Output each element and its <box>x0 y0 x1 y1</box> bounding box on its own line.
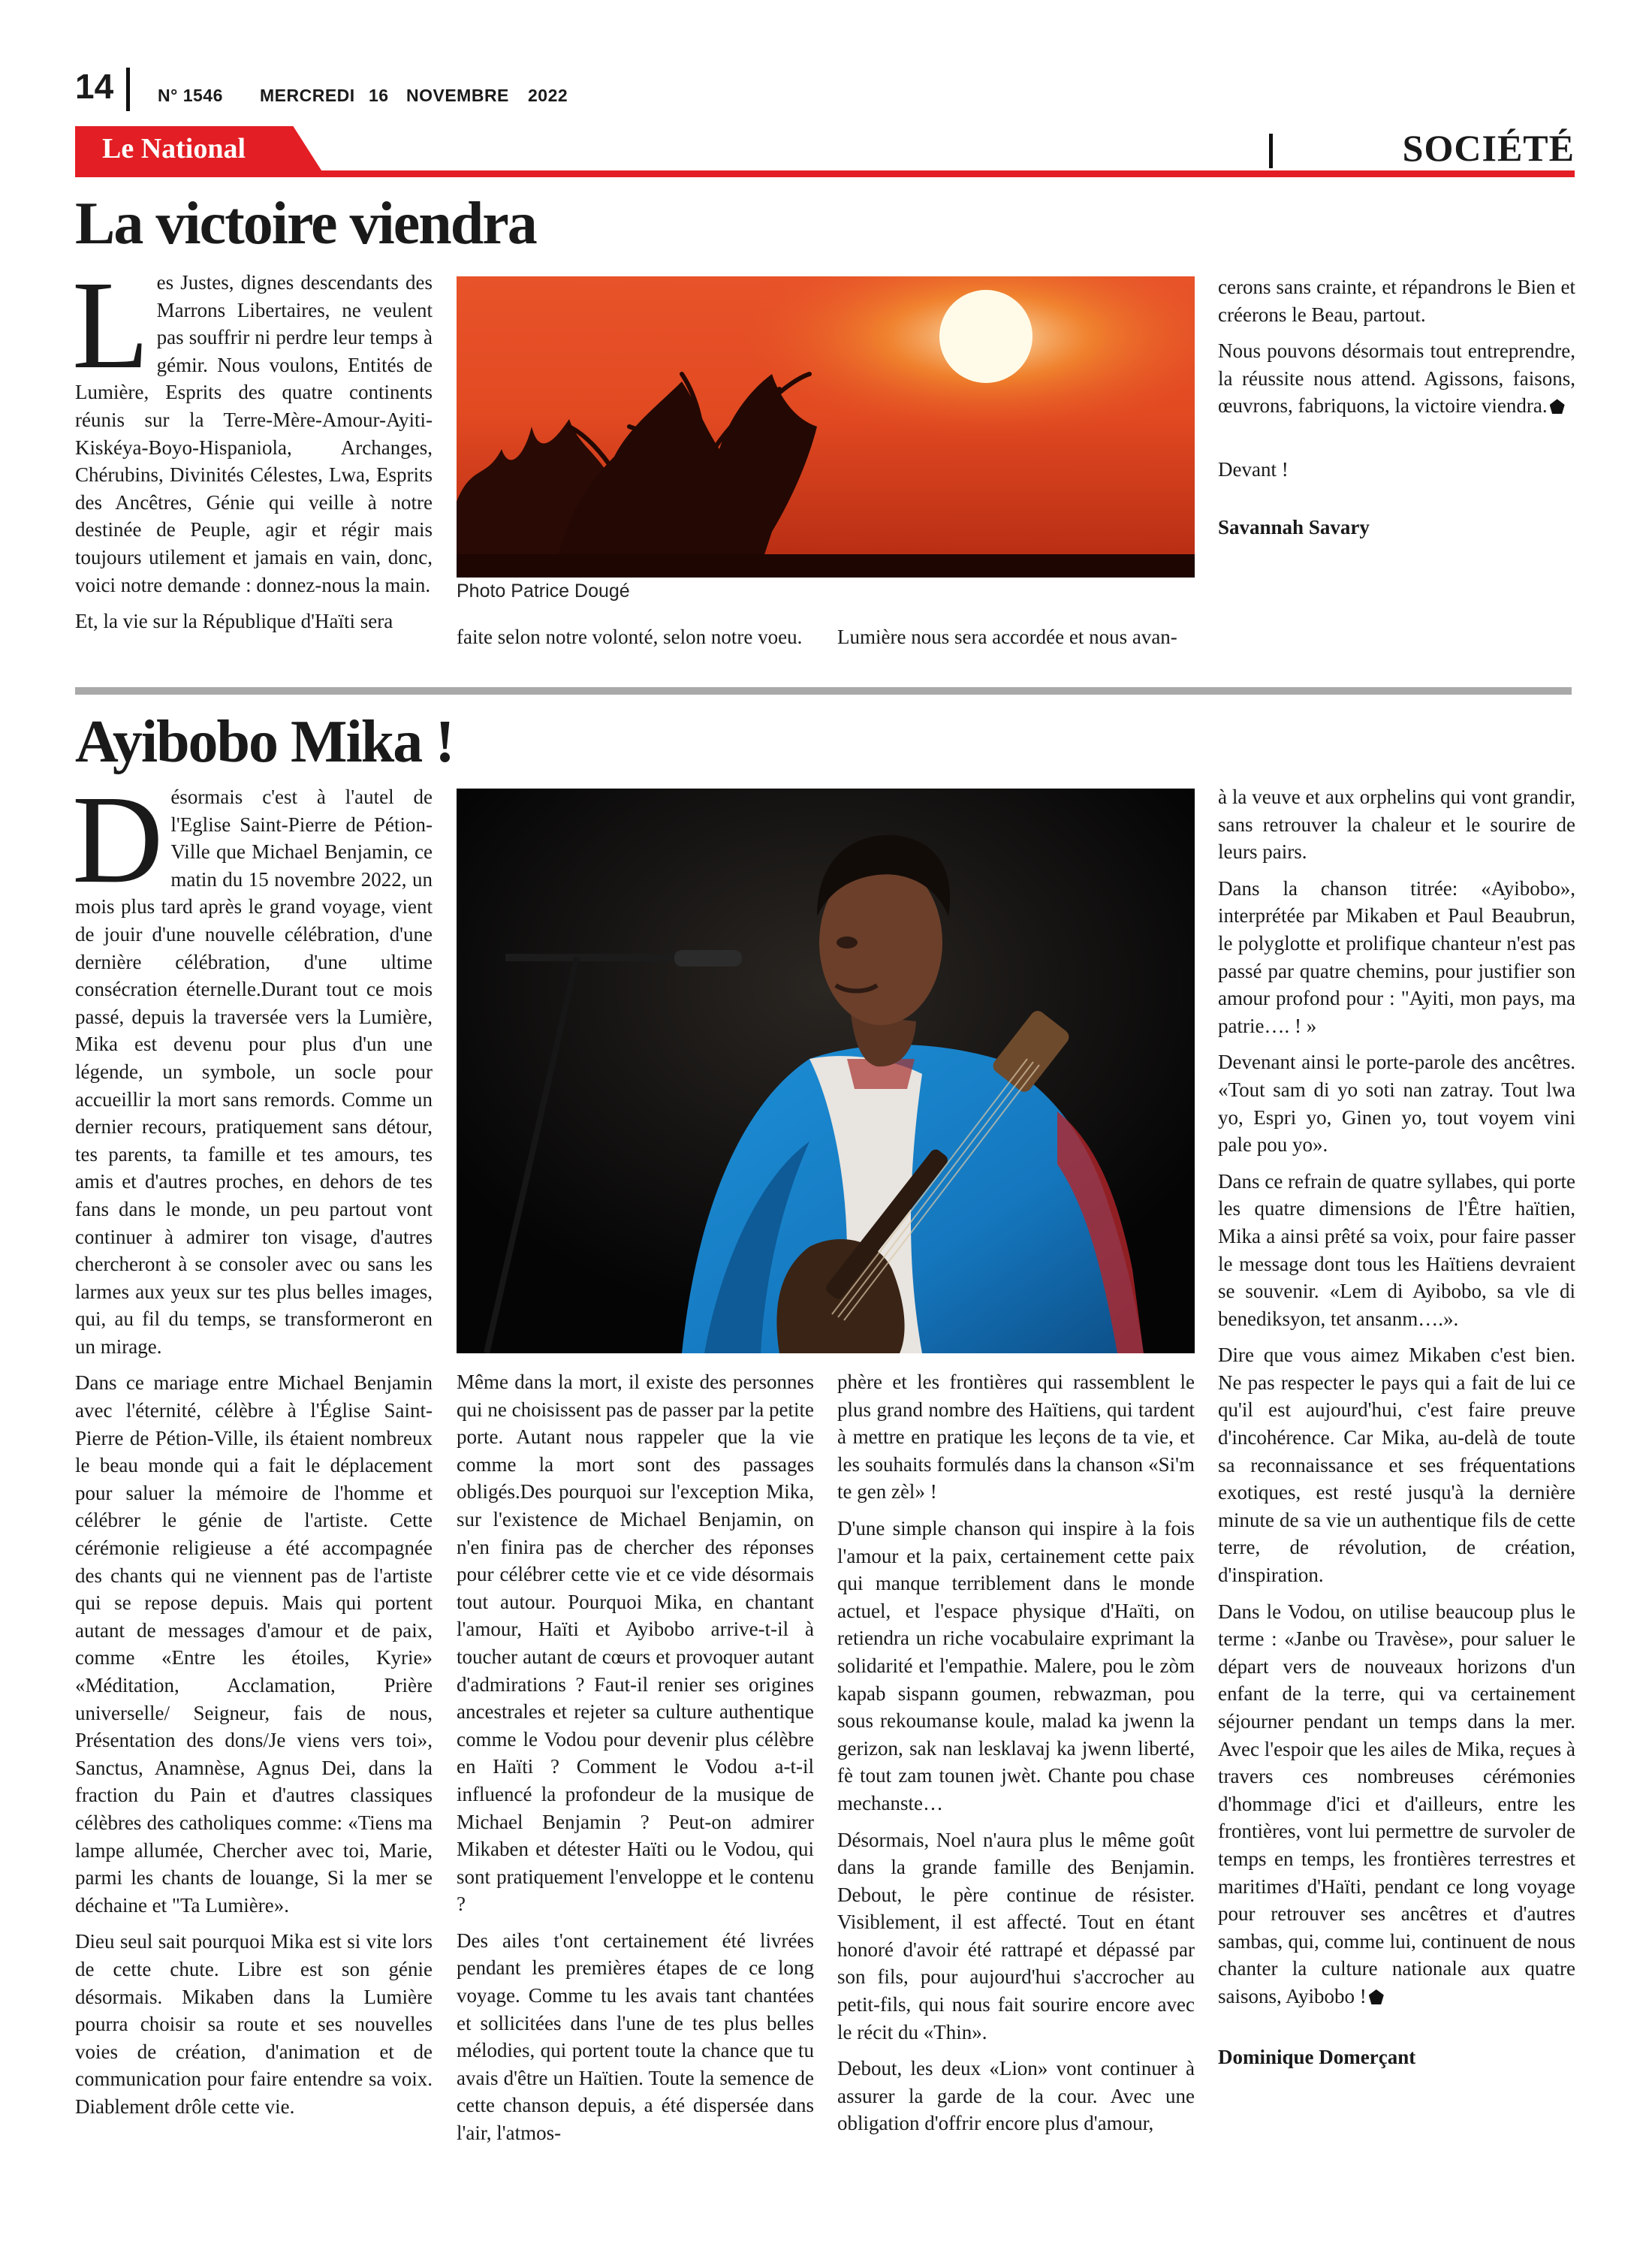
article1-title: La victoire viendra <box>75 191 536 257</box>
article1-paragraph: Et, la vie sur la République d'Haïti sera <box>75 610 393 633</box>
article2-paragraph: Même dans la mort, il existe des personnes qui ne choisissent pas de passer par la petite porte. Autant nous rappeler que la vie comme la mort sont des passages obligés.Des pourquoi sur l'exception Mika, sur l'existence de Michael Benjamin, on n'en finira pas de chercher des réponses pour célébrer cette vie et ce vide désormais tout autour. Pourquoi Mika, en chantant l'amour, Haïti et Ayibobo arrive-t-il à toucher autant de cœurs et provoquer autant d'admirations ? Faut-il renier ses origines ancestrales et rejeter sa culture authentique comme le Vodou pour devenir plus célèbre en Haïti ? Comment le Vodou a-t-il influencé la profondeur de la musique de Michael Benjamin ? Peut-on admirer Mikaben et détester Haïti ou le Vodou, qui sont pratiquement l'enveloppe et le contenu ? <box>457 1371 814 1916</box>
sunset-palm-illustration <box>457 276 1195 578</box>
article1-paragraph-text: es Justes, dignes descendants des Marrons Libertaires, ne veulent pas souffrir ni perdre leur temps à gémir. Nous voulons, Entités de Lumière, Esprits des quatre continents réunis sur la Terre-Mère-Amour-Ayiti-Kiskéya-Boyo-Hispaniola, Archanges, Chérubins, Divinités Célestes, Lwa, Esprits des Ancêtres, Génie qui veille à notre destinée de Peuple, agir et régir mais toujours utilement et jamais en vain, donc, voici notre demande : donnez-nous la main. <box>75 271 433 596</box>
article2-paragraph: Debout, les deux «Lion» vont continuer à assurer la garde de la cour. Avec une obligation d'offrir encore plus d'amour, <box>837 2057 1195 2135</box>
article2-column-2 <box>457 1368 814 2156</box>
header-divider <box>126 68 130 111</box>
article2-paragraph <box>72 770 433 1360</box>
article2-column-4 <box>1218 783 1575 2080</box>
article2-title: Ayibobo Mika ! <box>75 709 454 775</box>
photo-caption: Photo Patrice Dougé <box>457 581 630 602</box>
article1-column-2 <box>457 623 811 660</box>
article2-column-1 <box>72 770 433 2130</box>
article1-column-3 <box>837 623 1195 660</box>
article2-column-3 <box>837 1368 1195 2146</box>
article2-paragraph: à la veuve et aux orphelins qui vont grandir, sans retrouver la chaleur et le sourire de leurs pairs. <box>1218 786 1575 864</box>
article2-paragraph: Dans ce refrain de quatre syllabes, qui porte les quatre dimensions de l'Être haïtien, Mika a ainsi prêté sa voix, pour faire passer le message dont tous les Haïtiens devraient se souvenir. «Lem di Ayibobo, sa vle di benediksyon, tet ansanm….». <box>1218 1169 1575 1330</box>
article2-paragraph: Dire que vous aimez Mikaben c'est bien. Ne pas respecter le pays qui a fait de lui ce qu'il est aujourd'hui, c'est faire preuve d'incohérence. Car Mika, au-delà de toute sa reconnaissance et ses fréquentations exotiques, est resté jusqu'à la dernière minute de sa vie un authentique fils de cette terre, de révolution, de création, d'inspiration. <box>1218 1344 1575 1587</box>
article-separator <box>75 687 1572 695</box>
article1-author: Savannah Savary <box>1218 515 1370 538</box>
singer-photo <box>457 789 1195 1353</box>
article1-paragraph-text: Nous pouvons désormais tout entreprendre, la réussite nous attend. Agissons, faisons, œuvrons, fabriquons, la victoire viendra. <box>1218 339 1575 418</box>
date-year: 2022 <box>528 86 568 105</box>
date-weekday: MERCREDI <box>260 86 355 105</box>
article1-paragraph: Lumière nous sera accordée et nous avan- <box>837 626 1177 648</box>
dropcap-letter: L <box>72 255 149 395</box>
page-number: 14 <box>75 67 114 106</box>
date-month: NOVEMBRE <box>406 86 509 105</box>
date-day: 16 <box>369 86 389 105</box>
article2-paragraph: Dieu seul sait pourquoi Mika est si vite lors de cette chute. Libre est son génie désormais. Mikaben dans la Lumière pourra choisir sa route et ses nouvelles voies de création, d'animation et de communication pour faire entendre sa voix. Diablement drôle cette vie. <box>75 1930 433 2118</box>
article2-paragraph: Désormais, Noel n'aura plus le même goût dans la grande famille des Benjamin. Debout, le père continue de résister. Visiblement, il est affecté. Tout en étant honoré d'avoir été rattrapé et dépassé par son fils, pour aujourd'hui s'accrocher au petit-fils, qui nous fait sourire encore avec le récit du «Thin». <box>837 1828 1195 2043</box>
section-label: SOCIÉTÉ <box>1402 127 1575 169</box>
dropcap-letter: D <box>72 770 164 909</box>
singer-with-guitar-illustration <box>457 789 1195 1353</box>
article1-closing: Devant ! <box>1218 457 1289 481</box>
article1-column-4 <box>1218 273 1575 550</box>
end-of-article-mark <box>1550 399 1565 414</box>
article2-paragraph: Dans ce mariage entre Michael Benjamin avec l'éternité, célèbre à l'Église Saint-Pierre de Pétion-Ville, ils étaient nombreux le beau monde qui a fait le déplacement pour saluer la mémoire de l'homme et célébrer le génie de l'artiste. Cette cérémonie religieuse a été accompagnée des chants qui ne viennent pas de l'artiste qui se repose depuis. Mais qui portent autant de messages d'amour et de paix, comme «Entre les étoiles, Kyrie» «Méditation, Acclamation, Prière universelle/ Seigneur, fais de nous, Présentation des dons/Je viens vers toi», Sanctus, Anamnèse, Agnus Dei, dans la fraction du Pain et d'autres classiques célèbres des catholiques comme: «Tiens ma lampe allumée, Chercher avec toi, Marie, parmi les chants de louange, Si la mer se déchaine et "Ta Lumière». <box>75 1371 433 1917</box>
article2-paragraph: Des ailes t'ont certainement été livrées pendant les premières étapes de ce long voyage. Comme tu les avais tant chantées et sollicitées dans l'une de tes plus belles mélodies, qui portent toute la chance que tu avais d'être un Haïtien. Toute la semence de cette chanson depuis, a été dispersée dans l'air, l'atmos- <box>457 1929 814 2145</box>
article2-paragraph: D'une simple chanson qui inspire à la fois l'amour et la paix, certainement cette paix qui manque terriblement dans le monde actuel, et l'espace physique d'Haïti, on retiendra un riche vocabulaire exprimant la solidarité et l'empathie. Malere, pou le zòm kapab sispann goumen, rebwazman, pou sous rekoumanse koule, malad ka jwenn la gerizon, sak nan lesklavaj ka jwenn liberté, fè tout zam tounen jwèt. Chante pou chase mechanste… <box>837 1516 1195 1814</box>
article1-paragraph: cerons sans crainte, et répandrons le Bien et créerons le Beau, partout. <box>1218 276 1575 326</box>
header-rule <box>75 170 1575 177</box>
issue-number: N° 1546 <box>158 86 223 105</box>
article1-paragraph <box>1218 337 1575 420</box>
brand-name: Le National <box>102 133 246 164</box>
article1-paragraph <box>72 255 433 599</box>
section-divider <box>1269 134 1273 168</box>
article2-paragraph-text: ésormais c'est à l'autel de l'Eglise Saint-Pierre de Pétion-Ville que Michael Benjamin, ce matin du 15 novembre 2022, un mois plus tard après le grand voyage, vient de jouir d'une nouvelle célébration, d'une dernière célébration, d'une ultime consécration éternelle.Durant tout ce mois passé, depuis la traversée vers la Lumière, Mika est devenu pour plus d'un une légende, un symbole, un socle pour accueillir la mort sans remords. Comme un dernier recours, pratiquement sans détour, tes parents, ta famille et tes amours, tes amis et d'autres proches, en dehors de tes fans dans le monde, un peu partout vont continuer à admirer ton visage, d'autres chercheront à se consoler avec ou sans les larmes aux yeux sur tes plus belles images, qui, au fil du temps, se transformeront en un mirage. <box>75 786 433 1358</box>
article2-paragraph: phère et les frontières qui rassemblent le plus grand nombre des Haïtiens, qui tardent à mettre en pratique les leçons de ta vie, et les souhaits formulés dans la chanson «Si'm te gen zèl» ! <box>837 1371 1195 1504</box>
article2-paragraph-text: Dans le Vodou, on utilise beaucoup plus le terme : «Janbe ou Travèse», pour saluer le départ vers de nouveaux horizons d'un enfant de la terre, qui va certainement séjourner pendant un temps dans la mer. Avec l'espoir que les ailes de Mika, reçues à travers ces nombreuses cérémonies d'hommage d'ici et d'ailleurs, entre les frontières, vont lui permettre de survoler de temps en temps, les frontières terrestres et maritimes d'Haïti, pendant ce long voyage pour retrouver ses ancêtres et d'autres sambas, qui, comme lui, continuent de nous chanter la culture nationale aux quatre saisons, Ayibobo ! <box>1218 1600 1575 2007</box>
article1-paragraph: faite selon notre volonté, selon notre voeu. <box>457 626 803 648</box>
article2-author: Dominique Domerçant <box>1218 2045 1416 2068</box>
sunset-photo <box>457 276 1195 578</box>
end-of-article-mark <box>1369 1989 1384 2004</box>
article2-paragraph: Devenant ainsi le porte-parole des ancêtres. «Tout sam di yo soti nan zatray. Tout lwa yo, Espri yo, Ginen yo, tout voyem vini pale pou yo». <box>1218 1051 1575 1157</box>
article2-paragraph <box>1218 1598 1575 2010</box>
article2-paragraph: Dans la chanson titrée: «Ayibobo», interprétée par Mikaben et Paul Beaubrun, le polyglotte et prolifique chanteur n'est pas passé par quatre chemins, pour justifier son amour profond pour : "Ayiti, mon pays, ma patrie…. ! » <box>1218 876 1575 1037</box>
article1-column-1 <box>72 255 433 644</box>
